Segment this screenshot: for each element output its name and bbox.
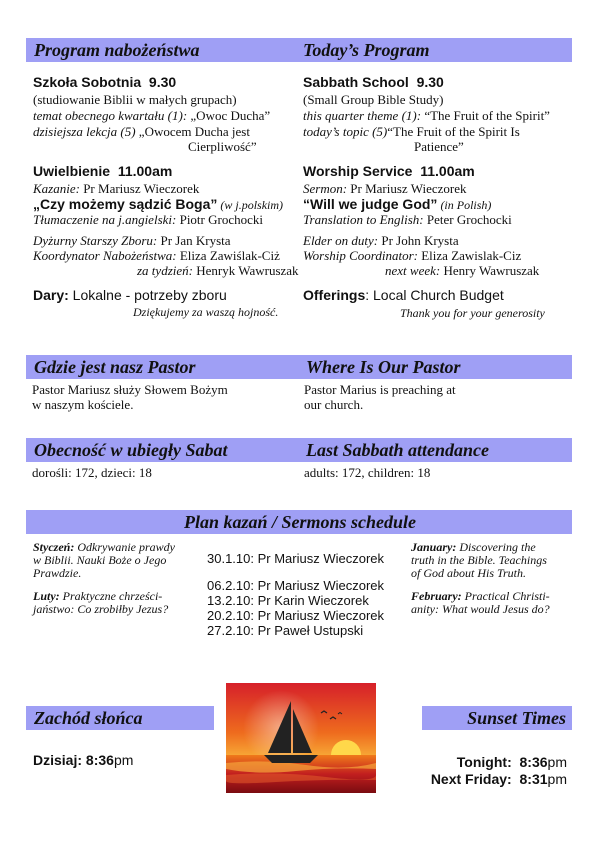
worship-heading-en: [303, 163, 475, 179]
elder-name-en: Pr John Krysta: [378, 233, 459, 248]
sermon-lang-en: (in Polish): [437, 198, 492, 212]
sunset-sailboat-image: [226, 683, 376, 793]
sunset-next-friday-time: 8:31: [519, 771, 548, 787]
sermon-speaker-name-pl: Pr Mariusz Wieczorek: [79, 181, 200, 196]
sermons-jan-text-en-2: truth in the Bible. Teachings: [411, 553, 547, 567]
sermons-jan-text-en-3: of God about His Truth.: [411, 566, 527, 580]
theme-label-en: this quarter theme (1):: [303, 108, 422, 123]
sermons-jan-label-en: January:: [411, 540, 457, 554]
next-week-en: [385, 263, 539, 278]
offerings-text-en: : Local Church Budget: [365, 287, 504, 303]
translation-name-pl: Piotr Grochocki: [176, 212, 263, 227]
coordinator-label-en: Worship Coordinator:: [303, 248, 418, 263]
attendance-title-pl: Obecność w ubiegły Sabat: [34, 440, 228, 460]
sermons-feb-en: [411, 589, 550, 603]
sermons-jan-text-pl-1: Odkrywanie prawdy: [74, 540, 175, 554]
sabbath-school-topic-en: [303, 124, 520, 139]
worship-heading-pl: [33, 163, 172, 179]
translation-en: [303, 212, 512, 227]
next-week-pl: [137, 263, 299, 278]
coordinator-name-en: Eliza Zawislak-Ciz: [417, 248, 522, 263]
sermons-jan-label-pl: Styczeń:: [33, 540, 75, 554]
topic-value-en-2: Patience”: [414, 139, 464, 154]
sermon-lang-pl: (w j.polskim): [217, 198, 284, 212]
coordinator-name-pl: Eliza Zawiślak-Ciż: [176, 248, 280, 263]
pastor-text-en-1: Pastor Marius is preaching at: [304, 382, 456, 397]
sermons-feb-pl: [33, 589, 162, 603]
sermons-jan-text-pl-3: Prawdzie.: [33, 566, 82, 580]
attendance-text-en: adults: 172, children: 18: [304, 465, 431, 480]
sermon-label-pl: Kazanie:: [33, 181, 80, 196]
sunset-today-time: 8:36: [85, 752, 114, 768]
sermons-feb-text-en-2: anity: What would Jesus do?: [411, 602, 550, 616]
topic-label-en: today’s topic (5): [303, 124, 388, 139]
next-week-label-en: next week:: [385, 263, 441, 278]
topic-value-pl-2: Cierpliwość”: [188, 139, 257, 154]
schedule-item: 06.2.10: Pr Mariusz Wieczorek: [207, 578, 385, 593]
offerings-label-pl: Dary:: [33, 287, 69, 303]
sermon-speaker-en: [303, 181, 467, 196]
sabbath-school-time-pl: 9.30: [148, 74, 177, 90]
pastor-title-en: Where Is Our Pastor: [306, 357, 461, 377]
sermons-feb-text-pl-1: Praktyczne chrześci-: [59, 589, 163, 603]
program-title-pl: Program nabożeństwa: [34, 40, 200, 60]
sunset-next-friday-suffix: pm: [547, 771, 567, 787]
sermons-title: Plan kazań / Sermons schedule: [183, 512, 417, 532]
offerings-text-pl: Lokalne - potrzeby zboru: [68, 287, 227, 303]
coordinator-pl: [33, 248, 280, 263]
sermons-jan-text-pl-2: w Biblii. Nauki Boże o Jego: [33, 553, 167, 567]
thanks-en: Thank you for your generosity: [400, 306, 545, 320]
sermon-speaker-name-en: Pr Mariusz Wieczorek: [347, 181, 467, 196]
next-week-label-pl: za tydzień:: [137, 263, 193, 278]
sermons-jan-text-en-1: Discovering the: [456, 540, 536, 554]
sabbath-school-desc-pl: (studiowanie Biblii w małych grupach): [33, 92, 237, 107]
sabbath-school-theme-pl: [33, 108, 270, 123]
translation-pl: [33, 212, 263, 227]
sabbath-school-theme-en: [303, 108, 550, 123]
sermons-feb-label-pl: Luty:: [33, 589, 60, 603]
sabbath-school-title-pl: Szkoła Sobotnia: [33, 74, 142, 90]
next-week-name-en: Henry Wawruszak: [440, 263, 540, 278]
pastor-text-en-2: our church.: [304, 397, 364, 412]
program-title-en: Today’s Program: [303, 40, 430, 60]
coordinator-label-pl: Koordynator Nabożeństwa:: [33, 248, 177, 263]
sabbath-school-title-en: Sabbath School: [303, 74, 409, 90]
sabbath-school-topic-pl: [33, 124, 250, 139]
sunset-next-friday: [431, 771, 567, 787]
theme-label-pl: temat obecnego kwartału (1):: [33, 108, 188, 123]
sermons-feb-label-en: February:: [411, 589, 462, 603]
topic-value-en-1: “The Fruit of the Spirit Is: [387, 124, 520, 139]
schedule-item: 27.2.10: Pr Paweł Ustupski: [207, 623, 364, 638]
sunset-tonight-label: Tonight:: [456, 754, 512, 770]
theme-value-en: “The Fruit of the Spirit”: [421, 108, 550, 123]
sabbath-school-desc-en: (Small Group Bible Study): [303, 92, 444, 107]
pastor-title-pl: Gdzie jest nasz Pastor: [34, 357, 196, 377]
sunset-today-label: Dzisiaj:: [33, 752, 83, 768]
elder-en: [303, 233, 459, 248]
sunset-title-en: Sunset Times: [467, 708, 566, 728]
offerings-pl: [33, 287, 227, 305]
elder-label-en: Elder on duty:: [303, 233, 379, 248]
sunset-tonight: [457, 754, 567, 770]
sunset-today-pl: [33, 752, 133, 768]
sermons-feb-text-pl-2: jaństwo: Co zrobiłby Jezus?: [33, 602, 169, 616]
pastor-text-pl-2: w naszym kościele.: [32, 397, 134, 412]
thanks-pl: Dziękujemy za waszą hojność.: [133, 305, 279, 319]
sermon-title-pl: „Czy możemy sądzić Boga”: [33, 196, 218, 212]
topic-label-pl: dzisiejsza lekcja (5): [33, 124, 136, 139]
worship-time-en: 11.00am: [420, 163, 475, 179]
attendance-title-en: Last Sabbath attendance: [306, 440, 490, 460]
sermons-jan-en: [411, 540, 536, 554]
topic-value-pl-1: „Owocem Ducha jest: [135, 124, 250, 139]
schedule-item: 13.2.10: Pr Karin Wieczorek: [207, 593, 369, 608]
worship-title-pl: Uwielbienie: [33, 163, 111, 179]
sunset-today-suffix: pm: [113, 752, 134, 768]
next-week-name-pl: Henryk Wawruszak: [192, 263, 299, 278]
sunset-tonight-suffix: pm: [547, 754, 567, 770]
schedule-item: 20.2.10: Pr Mariusz Wieczorek: [207, 608, 385, 623]
sunset-next-friday-label: Next Friday:: [430, 771, 512, 787]
sunset-tonight-time: 8:36: [519, 754, 548, 770]
elder-name-pl: Pr Jan Krysta: [157, 233, 231, 248]
coordinator-en: [303, 248, 521, 263]
sabbath-school-time-en: 9.30: [416, 74, 444, 90]
elder-pl: [33, 233, 231, 248]
offerings-label-en: Offerings: [303, 287, 366, 303]
sermons-jan-pl: [33, 540, 175, 554]
elder-label-pl: Dyżurny Starszy Zboru:: [33, 233, 158, 248]
sunset-sailboat-icon: [226, 683, 376, 793]
translation-label-en: Translation to English:: [303, 212, 424, 227]
sermon-title-en: “Will we judge God”: [303, 196, 438, 212]
sermon-speaker-pl: [33, 181, 199, 196]
translation-label-pl: Tłumaczenie na j.angielski:: [33, 212, 177, 227]
sabbath-school-heading-en: [303, 74, 444, 90]
sermons-feb-text-en-1: Practical Christi-: [461, 589, 550, 603]
worship-time-pl: 11.00am: [117, 163, 173, 179]
pastor-text-pl-1: Pastor Mariusz służy Słowem Bożym: [32, 382, 228, 397]
sunset-title-pl: Zachód słońca: [34, 708, 143, 728]
sabbath-school-heading-pl: [33, 74, 176, 90]
offerings-en: [303, 287, 504, 305]
worship-title-en: Worship Service: [303, 163, 413, 179]
schedule-item: 30.1.10: Pr Mariusz Wieczorek: [207, 551, 385, 566]
sermon-label-en: Sermon:: [303, 181, 348, 196]
attendance-text-pl: dorośli: 172, dzieci: 18: [32, 465, 152, 480]
theme-value-pl: „Owoc Ducha”: [187, 108, 271, 123]
translation-name-en: Peter Grochocki: [423, 212, 512, 227]
